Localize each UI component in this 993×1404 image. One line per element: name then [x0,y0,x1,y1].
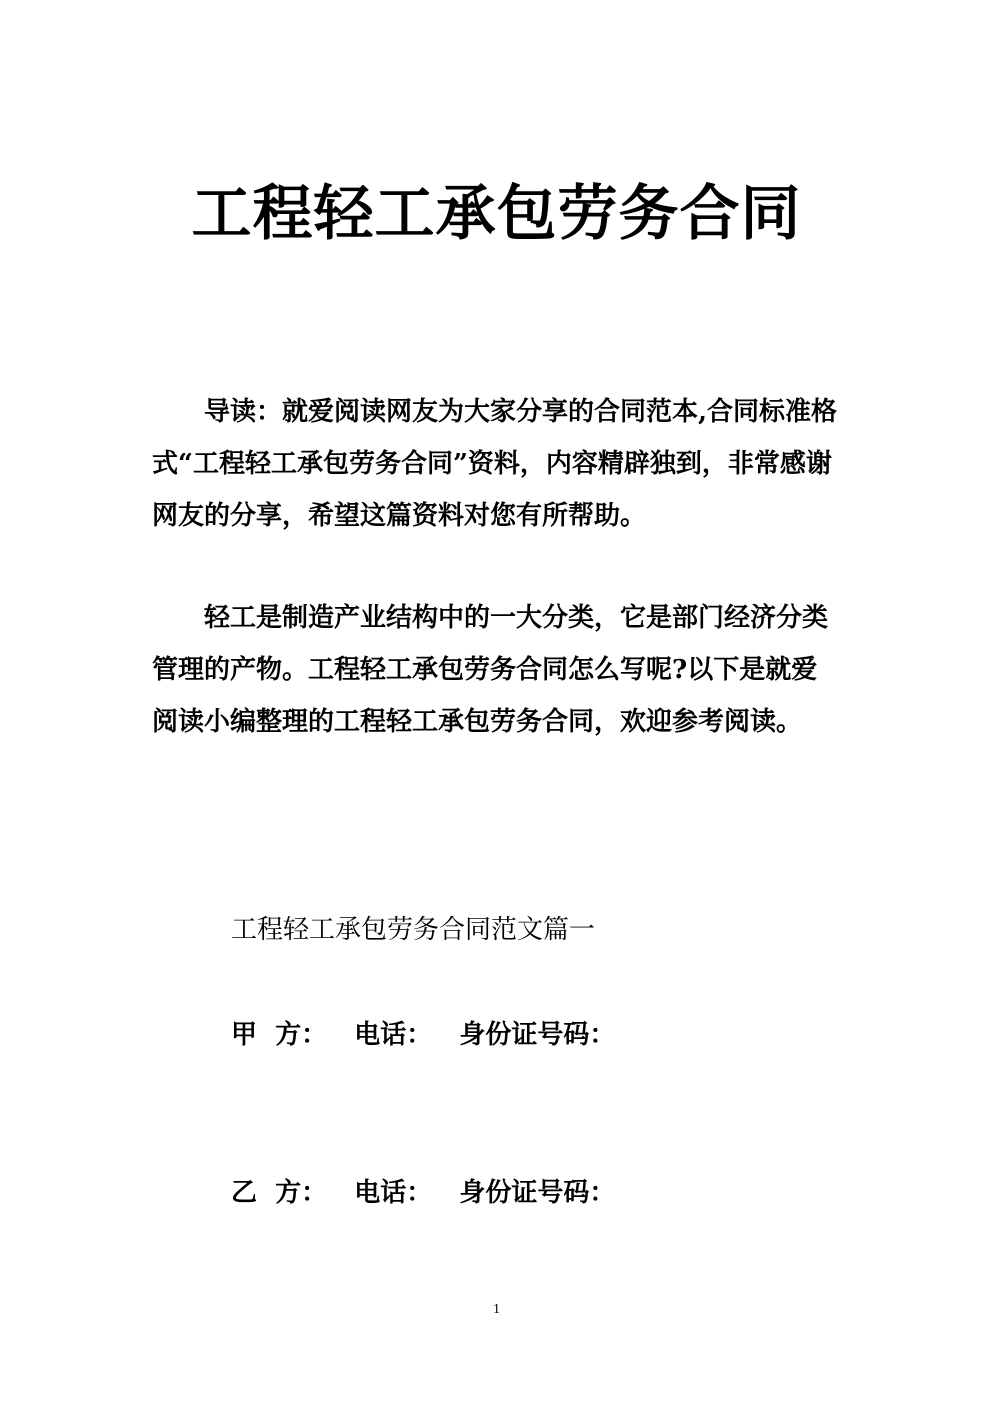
intro-paragraph: 导读：就爱阅读网友为大家分享的合同范本,合同标准格式“工程轻工承包劳务合同”资料，内容精辟独到，非常感谢网友的分享，希望这篇资料对您有所帮助。 [152,397,838,531]
body-paragraph: 轻工是制造产业结构中的一大分类，它是部门经济分类管理的产物。工程轻工承包劳务合同怎么写呢?以下是就爱阅读小编整理的工程轻工承包劳务合同，欢迎参考阅读。 [152,603,829,737]
section-heading: 工程轻工承包劳务合同范文篇一 [231,915,596,945]
party-a-line: 甲 方： 电话： 身份证号码： [231,1020,616,1050]
page-number: 1 [493,1302,500,1317]
party-b-line: 乙 方： 电话： 身份证号码： [231,1178,616,1208]
document-title: 工程轻工承包劳务合同 [191,179,802,249]
